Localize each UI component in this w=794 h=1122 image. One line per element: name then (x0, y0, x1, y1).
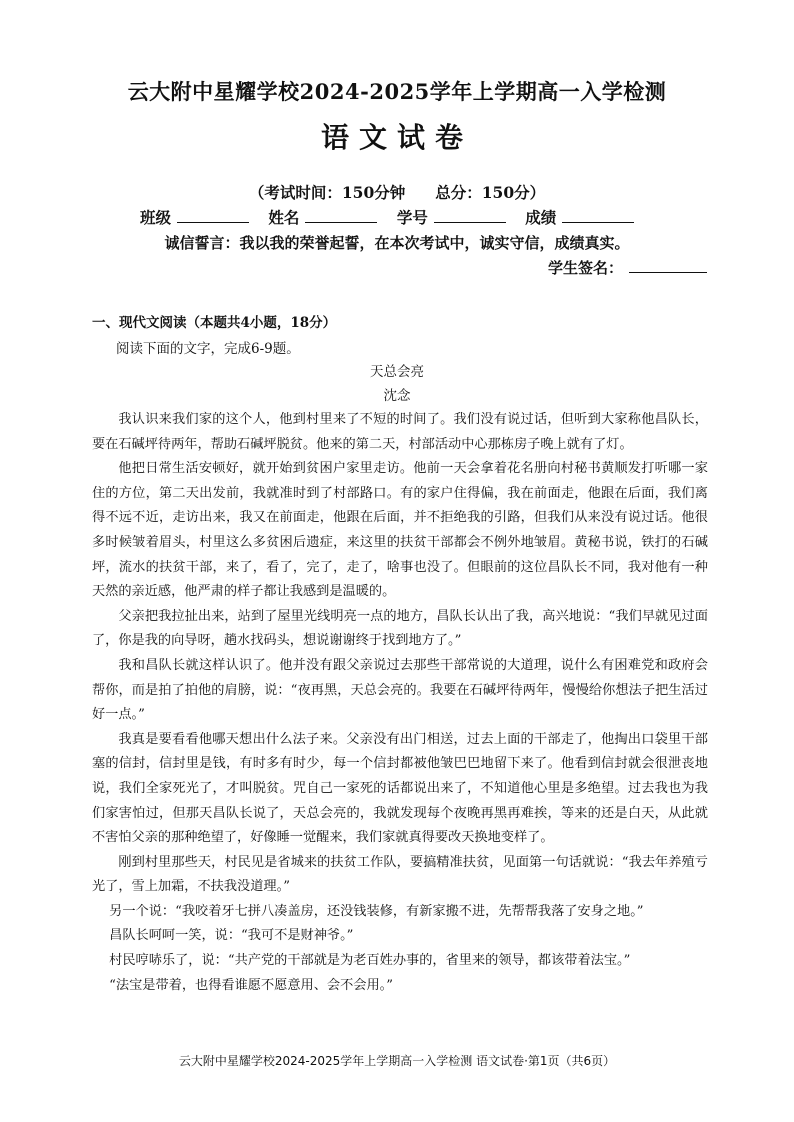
student-id-label: 学号 (396, 208, 428, 227)
paragraph: “法宝是带着，也得看谁愿不愿意用、会不会用。” (109, 977, 393, 993)
article-body (92, 408, 708, 998)
signature-label: 学生签名： (548, 259, 624, 277)
class-blank[interactable] (177, 208, 249, 223)
reading-instruction: 阅读下面的文字，完成6-9题。 (116, 341, 300, 357)
exam-time: （考试时间：150分钟 (248, 183, 406, 202)
class-field[interactable] (140, 206, 249, 228)
paragraph: 昌队长呵呵一笑，说：“我可不是财神爷。” (109, 928, 354, 944)
paragraph: 刚到村里那些天，村民见是省城来的扶贫工作队，要搞精准扶贫，见面第一句话就说：“我去年养殖亏光了，雪上加霜，不扶我没道理。” (92, 854, 708, 895)
school-title: 云大附中星耀学校2024-2025学年上学期高一入学检测 (127, 79, 667, 104)
paragraph: 另一个说：“我咬着牙七拼八凑盖房，还没钱装修，有新家搬不进，先帮帮我落了安身之地。” (109, 903, 644, 919)
page-footer: 云大附中星耀学校2024-2025学年上学期高一入学检测 语文试卷·第1页（共6页） (178, 1054, 616, 1068)
total-score: 总分：150分） (435, 183, 546, 202)
article-author: 沈念 (383, 388, 411, 404)
exam-info (0, 181, 794, 203)
paragraph: 村民哼哧乐了，说：“共产党的干部就是为老百姓办事的，省里来的领导，都该带着法宝。” (109, 953, 631, 969)
student-id-field[interactable] (397, 206, 506, 228)
paragraph: 我和昌队长就这样认识了。他并没有跟父亲说过去那些干部常说的大道理，说什么有困难党和政府会帮你，而是拍了拍他的肩膀，说：“夜再黑，天总会亮的。我要在石碱坪待两年，慢慢给你想法子把生活过好一点。” (92, 657, 708, 723)
paragraph: 我真是要看看他哪天想出什么法子来。父亲没有出门相送，过去上面的干部走了，他掏出口袋里干部塞的信封，信封里是钱，有时多有时少，每一个信封都被他皱巴巴地留下来了。他看到信封就会很泄丧地说，我们全家死光了，才叫脱贫。咒自己一家死的话都说出来了，不知道他心里是多绝望。过去我也为我们家害怕过，但那天昌队长说了，天总会亮的，我就发现每个夜晚再黑再难挨，等来的还是白天，从此就不害怕父亲的那种绝望了，好像睡一觉醒来，我们家就真得要改天换地变样了。 (92, 731, 708, 846)
paragraph: 他把日常生活安顿好，就开始到贫困户家里走访。他前一天会拿着花名册向村秘书黄顺发打听哪一家住的方位，第二天出发前，我就准时到了村部路口。有的家户住得偏，我在前面走，他跟在后面，我们离得不远不近，走访出来，我又在前面走，他跟在后面，并不拒绝我的引路，但我们从来没有说过话。他很多时候皱着眉头，村里这么多贫困后遗症，来这里的扶贫干部都会不例外地皱眉。黄秘书说，铁打的石碱坪，流水的扶贫干部，来了，看了，完了，走了，啥事也没了。但眼前的这位昌队长不同，我对他有一种天然的亲近感，他严肃的样子都让我感到是温暖的。 (92, 461, 708, 600)
name-label: 姓名 (268, 208, 300, 227)
section-heading: 一、现代文阅读（本题共4小题，18分） (92, 315, 337, 331)
signature-blank[interactable] (629, 258, 707, 273)
student-fields (140, 206, 660, 228)
score-blank[interactable] (562, 208, 634, 223)
article-title: 天总会亮 (370, 364, 424, 380)
paragraph: 我认识来我们家的这个人，他到村里来了不短的时间了。我们没有说过话，但听到大家称他昌队长，要在石碱坪待两年，帮助石碱坪脱贫。他来的第二天，村部活动中心那栋房子晚上就有了灯。 (92, 412, 708, 452)
name-blank[interactable] (305, 208, 377, 223)
name-field[interactable] (268, 206, 377, 228)
signature-field[interactable] (548, 257, 707, 278)
paper-title: 语文试卷 (320, 121, 473, 154)
student-id-blank[interactable] (434, 208, 506, 223)
class-label: 班级 (140, 208, 172, 227)
integrity-oath: 诚信誓言：我以我的荣誉起誓，在本次考试中，诚实守信，成绩真实。 (164, 234, 630, 252)
paragraph: 父亲把我拉扯出来，站到了屋里光线明亮一点的地方，昌队长认出了我，高兴地说：“我们早就见过面了，你是我的向导呀，趟水找码头，想说谢谢终于找到地方了。” (92, 608, 708, 649)
score-field[interactable] (525, 206, 634, 228)
score-label: 成绩 (525, 208, 557, 227)
